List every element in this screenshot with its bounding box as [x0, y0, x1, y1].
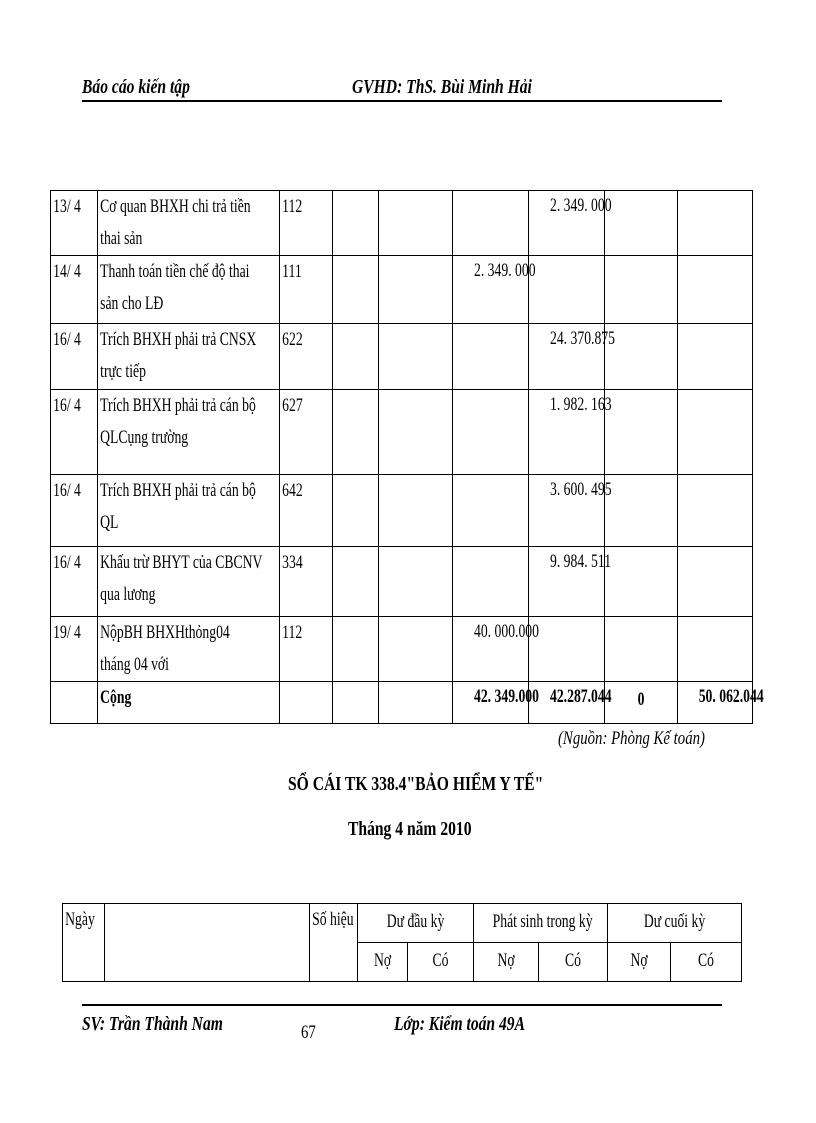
ledger-account: 627 — [280, 390, 333, 475]
ledger2-closing-credit: Có — [671, 943, 742, 982]
ledger-row — [51, 390, 753, 475]
ledger-description: Trích BHXH phải trả cán bộ QLCụng trường — [98, 390, 280, 475]
ledger-amount-c6 — [678, 191, 753, 256]
ledger-date: 13/ 4 — [51, 191, 98, 256]
ledger2-closing-debit: Nợ — [608, 943, 671, 982]
ledger-account: 622 — [280, 324, 333, 390]
ledger-description: Trích BHXH phải trả cán bộ QL — [98, 475, 280, 547]
ledger-amount-c2 — [379, 324, 453, 390]
section-title: SỔ CÁI TK 338.4"BẢO HIỂM Y TẾ" — [288, 773, 544, 795]
ledger2-opening-debit: Nợ — [358, 943, 408, 982]
total-acct — [280, 682, 333, 724]
ledger-description: Thanh toán tiền chế độ thai sản cho LĐ — [98, 256, 280, 324]
ledger-amount-c3 — [453, 191, 529, 256]
ledger-amount-c3 — [453, 547, 529, 617]
ledger-amount-c5 — [605, 617, 678, 682]
ledger-amount-c4: 3. 600. 495 — [529, 475, 605, 547]
ledger2-header-ref: Số hiệu — [310, 904, 358, 982]
ledger-amount-c1 — [333, 324, 379, 390]
ledger2-header-desc — [105, 904, 310, 982]
ledger-description: NộpBH BHXHthỏng04 tháng 04 với — [98, 617, 280, 682]
ledger-amount-c6 — [678, 617, 753, 682]
ledger-amount-c1 — [333, 390, 379, 475]
ledger2-header-period: Phát sinh trong kỳ — [474, 904, 608, 943]
ledger-amount-c1 — [333, 475, 379, 547]
ledger-date: 16/ 4 — [51, 324, 98, 390]
ledger-amount-c5 — [605, 547, 678, 617]
ledger-amount-c2 — [379, 256, 453, 324]
ledger-amount-c5 — [605, 390, 678, 475]
ledger-amount-c4 — [529, 256, 605, 324]
header-report-title: Báo cáo kiến tập — [82, 76, 190, 98]
ledger2-period-credit: Có — [539, 943, 608, 982]
source-note: (Nguồn: Phòng Kế toán) — [558, 728, 705, 749]
ledger-amount-c5 — [605, 475, 678, 547]
ledger-amount-c1 — [333, 191, 379, 256]
ledger-account: 334 — [280, 547, 333, 617]
ledger-amount-c3 — [453, 390, 529, 475]
section-subtitle: Tháng 4 năm 2010 — [348, 818, 472, 840]
ledger-date: 16/ 4 — [51, 390, 98, 475]
footer-student: SV: Trần Thành Nam — [82, 1013, 223, 1035]
ledger2-header-closing: Dư cuối kỳ — [608, 904, 742, 943]
ledger-description: Khấu trừ BHYT của CBCNV qua lương — [98, 547, 280, 617]
ledger-date: 16/ 4 — [51, 547, 98, 617]
ledger-description: Trích BHXH phải trả CNSX trực tiếp — [98, 324, 280, 390]
ledger-account: 112 — [280, 617, 333, 682]
ledger-total-row — [51, 682, 753, 724]
ledger-amount-c3 — [453, 475, 529, 547]
ledger-row — [51, 547, 753, 617]
ledger-amount-c6 — [678, 475, 753, 547]
ledger-amount-c4: 1. 982. 163 — [529, 390, 605, 475]
ledger-amount-c3: 2. 349. 000 — [453, 256, 529, 324]
footer-divider — [82, 1004, 722, 1006]
ledger-amount-c2 — [379, 475, 453, 547]
ledger2-table — [62, 903, 742, 982]
ledger-amount-c4: 9. 984. 511 — [529, 547, 605, 617]
ledger-account: 111 — [280, 256, 333, 324]
ledger-amount-c2 — [379, 547, 453, 617]
ledger-table — [50, 190, 764, 724]
ledger-date: 19/ 4 — [51, 617, 98, 682]
ledger2-period-debit: Nợ — [474, 943, 539, 982]
ledger-amount-c5 — [605, 324, 678, 390]
ledger-account: 642 — [280, 475, 333, 547]
header-divider — [82, 100, 722, 102]
ledger-row — [51, 617, 753, 682]
ledger-amount-c1 — [333, 547, 379, 617]
footer-class: Lớp: Kiểm toán 49A — [394, 1013, 526, 1035]
ledger-amount-c4: 2. 349. 000 — [529, 191, 605, 256]
ledger-amount-c6 — [678, 324, 753, 390]
ledger2-header-row — [63, 904, 742, 943]
header-supervisor: GVHD: ThS. Bùi Minh Hải — [352, 76, 532, 98]
ledger-amount-c4: 24. 370.875 — [529, 324, 605, 390]
ledger-row — [51, 324, 753, 390]
ledger-account: 112 — [280, 191, 333, 256]
page-number: 67 — [301, 1022, 316, 1043]
total-c4: 42.287.044 — [529, 682, 605, 724]
ledger-amount-c5 — [605, 256, 678, 324]
total-c3: 42. 349.000 — [453, 682, 529, 724]
ledger-amount-c2 — [379, 617, 453, 682]
ledger-amount-c6 — [678, 547, 753, 617]
total-date — [51, 682, 98, 724]
total-c1 — [333, 682, 379, 724]
total-c2 — [379, 682, 453, 724]
ledger-amount-c6 — [678, 390, 753, 475]
ledger2-header-opening: Dư đầu kỳ — [358, 904, 474, 943]
ledger-date: 14/ 4 — [51, 256, 98, 324]
ledger-amount-c4 — [529, 617, 605, 682]
ledger-amount-c6 — [678, 256, 753, 324]
ledger-amount-c3 — [453, 324, 529, 390]
ledger-amount-c2 — [379, 191, 453, 256]
ledger-amount-c5 — [605, 191, 678, 256]
ledger-date: 16/ 4 — [51, 475, 98, 547]
ledger-amount-c1 — [333, 617, 379, 682]
ledger2-header-date: Ngày — [63, 904, 105, 982]
ledger-description: Cơ quan BHXH chi trả tiền thai sản — [98, 191, 280, 256]
total-c5: 0 — [605, 682, 678, 724]
ledger-row — [51, 191, 753, 256]
total-label: Cộng — [98, 682, 280, 724]
total-c6: 50. 062.044 — [678, 682, 753, 724]
ledger-amount-c2 — [379, 390, 453, 475]
ledger-amount-c3: 40. 000.000 — [453, 617, 529, 682]
ledger-row — [51, 475, 753, 547]
ledger-row — [51, 256, 753, 324]
ledger2-opening-credit: Có — [408, 943, 474, 982]
ledger-amount-c1 — [333, 256, 379, 324]
